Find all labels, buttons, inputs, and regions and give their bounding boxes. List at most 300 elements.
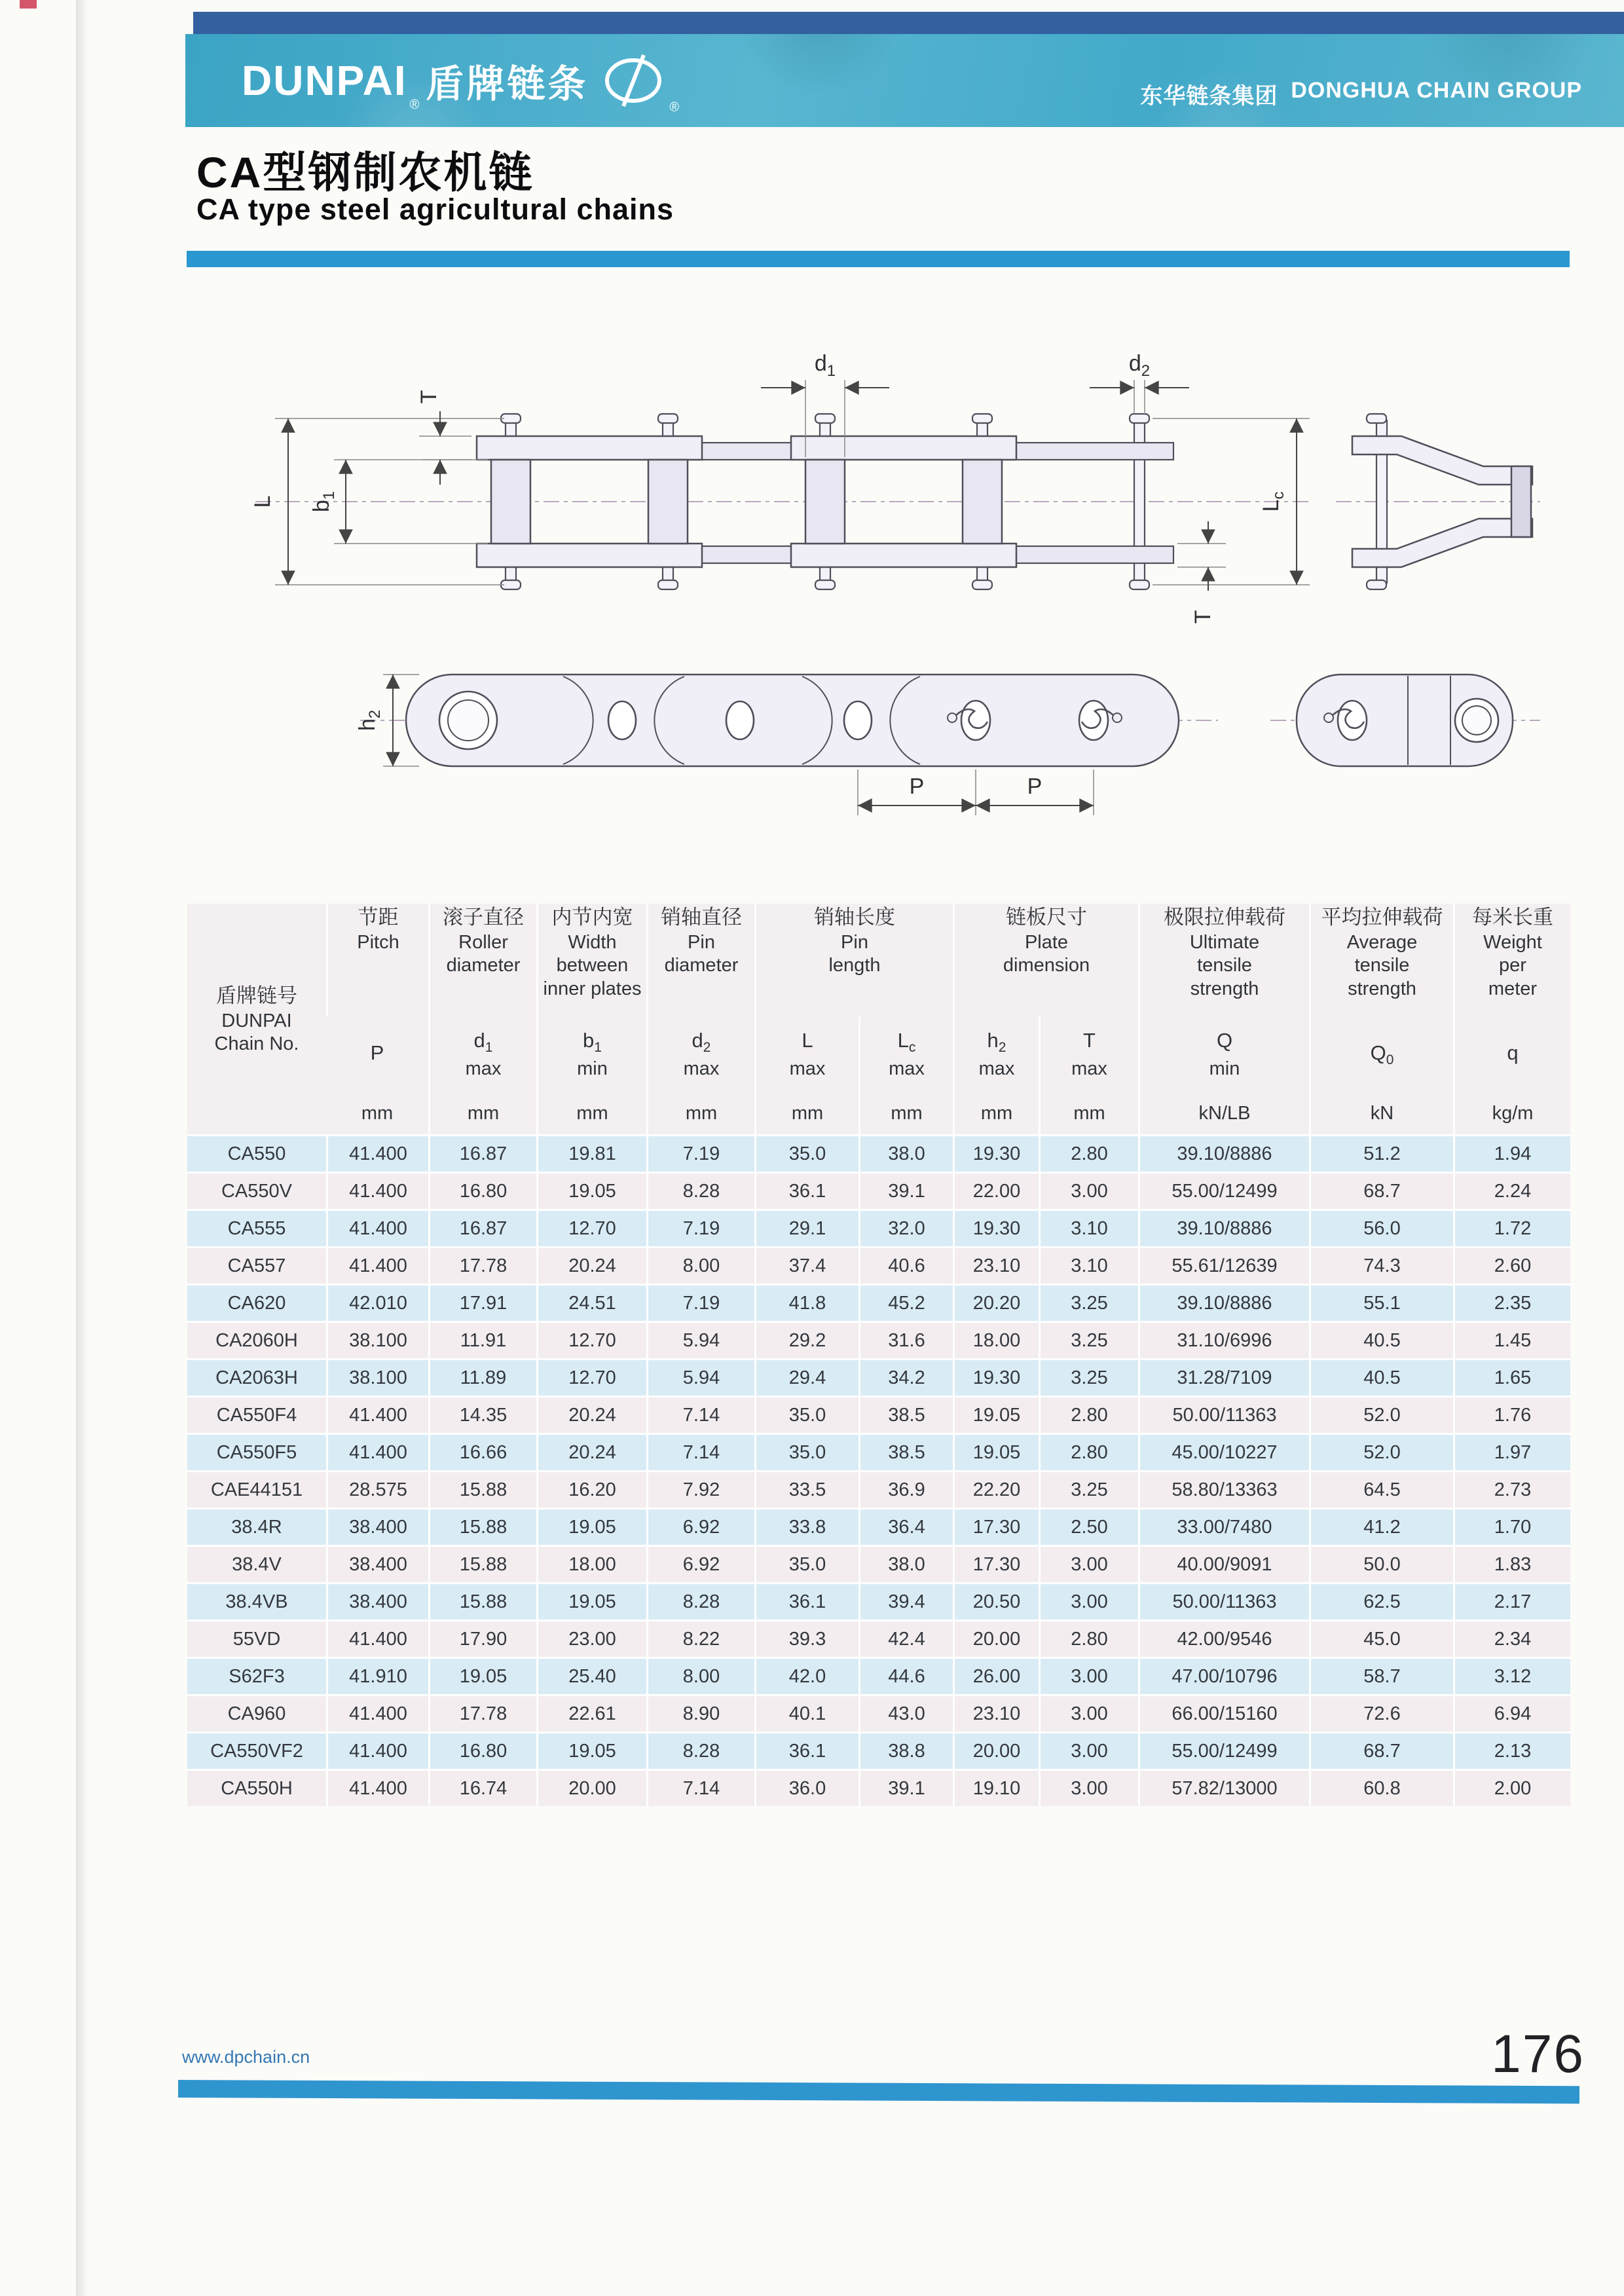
cell-l: 29.4	[754, 1358, 858, 1396]
col-header-width-inner-plates: 内节内宽 Width between inner plates	[536, 904, 646, 1016]
cell-q: 55.61/12639	[1138, 1246, 1309, 1284]
col-header-ultimate-tensile: 极限拉伸载荷 Ultimate tensile strength	[1138, 904, 1309, 1016]
chain-drawing-svg	[196, 282, 1545, 884]
unit-cell: mm	[953, 1092, 1039, 1134]
symbol-h2: $h_2$ max	[953, 1016, 1039, 1092]
cell-q0: 40.5	[1309, 1358, 1453, 1396]
cell-q0: 58.7	[1309, 1657, 1453, 1694]
cell-t: 3.25	[1039, 1284, 1138, 1321]
cell-kg: 2.60	[1453, 1246, 1570, 1284]
cell-p: 38.400	[326, 1508, 428, 1545]
cell-d2: 8.28	[646, 1582, 754, 1620]
cell-t: 3.00	[1039, 1172, 1138, 1209]
dim-label-P: P	[909, 774, 925, 799]
table-row	[187, 1396, 1570, 1433]
cell-l: 33.8	[754, 1508, 858, 1545]
cell-model: 55VD	[187, 1620, 326, 1657]
cell-q: 57.82/13000	[1138, 1769, 1309, 1806]
cell-lc: 36.9	[858, 1470, 953, 1508]
cell-kg: 3.12	[1453, 1657, 1570, 1694]
cell-l: 35.0	[754, 1545, 858, 1582]
cell-q: 55.00/12499	[1138, 1172, 1309, 1209]
cell-model: CA550F4	[187, 1396, 326, 1433]
technical-drawing	[196, 282, 1545, 884]
cell-p: 42.010	[326, 1284, 428, 1321]
cell-d2: 7.14	[646, 1769, 754, 1806]
cell-q: 66.00/15160	[1138, 1694, 1309, 1731]
dim-label-P: P	[1027, 774, 1043, 799]
cell-lc: 34.2	[858, 1358, 953, 1396]
cell-p: 38.100	[326, 1321, 428, 1358]
cell-p: 38.100	[326, 1358, 428, 1396]
cell-q: 33.00/7480	[1138, 1508, 1309, 1545]
cell-t: 3.00	[1039, 1545, 1138, 1582]
cell-h2: 26.00	[953, 1657, 1039, 1694]
table-row	[187, 1694, 1570, 1731]
logo-chinese-text: 盾牌链条	[426, 63, 589, 105]
cell-d1: 15.88	[428, 1582, 536, 1620]
cell-h2: 23.10	[953, 1246, 1039, 1284]
cell-d1: 19.05	[428, 1657, 536, 1694]
brand-logo	[242, 34, 679, 127]
cell-q: 55.00/12499	[1138, 1731, 1309, 1769]
page-title-cn: CA型钢制农机链	[196, 148, 534, 196]
dim-label-h2: $h_2$	[355, 709, 384, 731]
cell-model: S62F3	[187, 1657, 326, 1694]
cell-h2: 23.10	[953, 1694, 1039, 1731]
cell-d2: 8.00	[646, 1246, 754, 1284]
table-row	[187, 1470, 1570, 1508]
table-row	[187, 1582, 1570, 1620]
table-row	[187, 1284, 1570, 1321]
cell-b1: 12.70	[536, 1209, 646, 1246]
logo-dunpai-text: DUNPAI	[242, 57, 407, 104]
table-row	[187, 1731, 1570, 1769]
symbol-q-weight: q	[1453, 1016, 1570, 1092]
cell-lc: 38.5	[858, 1433, 953, 1470]
table-row	[187, 1246, 1570, 1284]
cell-q0: 60.8	[1309, 1769, 1453, 1806]
cell-d2: 7.19	[646, 1209, 754, 1246]
cell-b1: 19.05	[536, 1731, 646, 1769]
cell-d1: 17.91	[428, 1284, 536, 1321]
cell-t: 3.00	[1039, 1582, 1138, 1620]
cell-model: CA960	[187, 1694, 326, 1731]
dim-label-d1: $d_1$	[814, 351, 836, 380]
cell-d2: 6.92	[646, 1545, 754, 1582]
cell-b1: 12.70	[536, 1321, 646, 1358]
cell-l: 42.0	[754, 1657, 858, 1694]
cell-model: CA550F5	[187, 1433, 326, 1470]
cell-lc: 32.0	[858, 1209, 953, 1246]
symbol-row	[187, 1016, 1570, 1092]
cell-l: 29.2	[754, 1321, 858, 1358]
footer-url: www.dpchain.cn	[182, 2047, 310, 2067]
cell-d1: 17.78	[428, 1246, 536, 1284]
cell-model: CA2063H	[187, 1358, 326, 1396]
cell-d1: 11.89	[428, 1358, 536, 1396]
cell-q: 45.00/10227	[1138, 1433, 1309, 1470]
cell-b1: 18.00	[536, 1545, 646, 1582]
symbol-p: P	[326, 1016, 428, 1092]
cell-p: 41.400	[326, 1620, 428, 1657]
cell-kg: 1.65	[1453, 1358, 1570, 1396]
cell-lc: 44.6	[858, 1657, 953, 1694]
cell-lc: 39.4	[858, 1582, 953, 1620]
dim-label-T-bottom: T	[1190, 610, 1215, 624]
cell-model: CA550H	[187, 1769, 326, 1806]
cell-q: 42.00/9546	[1138, 1620, 1309, 1657]
cell-h2: 20.50	[953, 1582, 1039, 1620]
spec-table	[187, 904, 1570, 1806]
cell-p: 41.400	[326, 1769, 428, 1806]
cell-p: 28.575	[326, 1470, 428, 1508]
cell-kg: 6.94	[1453, 1694, 1570, 1731]
cell-h2: 17.30	[953, 1508, 1039, 1545]
cell-model: 38.4V	[187, 1545, 326, 1582]
cell-q0: 74.3	[1309, 1246, 1453, 1284]
cell-h2: 22.20	[953, 1470, 1039, 1508]
cell-p: 41.400	[326, 1134, 428, 1172]
col-header-average-tensile: 平均拉伸载荷 Average tensile strength	[1309, 904, 1453, 1016]
cell-model: CA550	[187, 1134, 326, 1172]
cell-l: 39.3	[754, 1620, 858, 1657]
unit-cell: mm	[536, 1092, 646, 1134]
cell-h2: 19.10	[953, 1769, 1039, 1806]
cell-q: 31.10/6996	[1138, 1321, 1309, 1358]
cell-model: 38.4VB	[187, 1582, 326, 1620]
cell-l: 36.0	[754, 1769, 858, 1806]
cell-model: CA550VF2	[187, 1731, 326, 1769]
cell-d2: 6.92	[646, 1508, 754, 1545]
cell-b1: 20.00	[536, 1769, 646, 1806]
cell-d1: 16.80	[428, 1172, 536, 1209]
cell-lc: 31.6	[858, 1321, 953, 1358]
scan-artifact	[20, 0, 37, 9]
cell-b1: 12.70	[536, 1358, 646, 1396]
cell-h2: 17.30	[953, 1545, 1039, 1582]
unit-cell: kN	[1309, 1092, 1453, 1134]
cell-l: 35.0	[754, 1433, 858, 1470]
header-banner	[185, 34, 1624, 127]
dim-label-Lc: $L_c$	[1259, 491, 1287, 512]
cell-d1: 15.88	[428, 1508, 536, 1545]
cell-h2: 18.00	[953, 1321, 1039, 1358]
cell-t: 3.25	[1039, 1321, 1138, 1358]
cell-l: 36.1	[754, 1582, 858, 1620]
cell-kg: 2.34	[1453, 1620, 1570, 1657]
group-name-en: DONGHUA CHAIN GROUP	[1291, 78, 1582, 103]
table-row	[187, 1172, 1570, 1209]
cell-d2: 7.19	[646, 1134, 754, 1172]
unit-cell: mm	[754, 1092, 858, 1134]
dim-label-L: L	[250, 495, 275, 508]
cell-d2: 7.14	[646, 1396, 754, 1433]
cell-h2: 22.00	[953, 1172, 1039, 1209]
cell-d2: 8.90	[646, 1694, 754, 1731]
registered-mark-icon: ®	[669, 100, 680, 115]
cell-p: 41.400	[326, 1433, 428, 1470]
dim-label-T-top: T	[416, 390, 441, 404]
cell-kg: 1.72	[1453, 1209, 1570, 1246]
cell-t: 3.10	[1039, 1246, 1138, 1284]
cell-b1: 20.24	[536, 1246, 646, 1284]
cell-t: 3.00	[1039, 1657, 1138, 1694]
cell-l: 29.1	[754, 1209, 858, 1246]
table-row	[187, 1209, 1570, 1246]
cell-l: 36.1	[754, 1172, 858, 1209]
cell-kg: 1.70	[1453, 1508, 1570, 1545]
cell-b1: 20.24	[536, 1396, 646, 1433]
col-header-plate-dimension: 链板尺寸 Plate dimension	[953, 904, 1138, 1016]
table-row	[187, 1545, 1570, 1582]
cell-lc: 38.0	[858, 1545, 953, 1582]
cell-lc: 40.6	[858, 1246, 953, 1284]
cell-p: 41.910	[326, 1657, 428, 1694]
cell-d2: 7.92	[646, 1470, 754, 1508]
cell-kg: 1.97	[1453, 1433, 1570, 1470]
cell-t: 2.50	[1039, 1508, 1138, 1545]
cell-l: 35.0	[754, 1134, 858, 1172]
footer-bar	[178, 2080, 1579, 2103]
cell-q0: 55.1	[1309, 1284, 1453, 1321]
cell-t: 3.25	[1039, 1358, 1138, 1396]
cell-d2: 7.19	[646, 1284, 754, 1321]
cell-b1: 19.05	[536, 1582, 646, 1620]
cell-p: 38.400	[326, 1545, 428, 1582]
cell-b1: 19.81	[536, 1134, 646, 1172]
header-top-stripe	[193, 12, 1624, 34]
symbol-l: L max	[754, 1016, 858, 1092]
cell-q0: 68.7	[1309, 1731, 1453, 1769]
cell-q: 47.00/10796	[1138, 1657, 1309, 1694]
symbol-d1: $d_1$ max	[428, 1016, 536, 1092]
cell-lc: 39.1	[858, 1172, 953, 1209]
cell-lc: 45.2	[858, 1284, 953, 1321]
cell-b1: 23.00	[536, 1620, 646, 1657]
symbol-q0: $Q_0$	[1309, 1016, 1453, 1092]
cell-model: 38.4R	[187, 1508, 326, 1545]
cell-kg: 1.45	[1453, 1321, 1570, 1358]
cell-model: CAE44151	[187, 1470, 326, 1508]
cell-b1: 25.40	[536, 1657, 646, 1694]
cell-q: 31.28/7109	[1138, 1358, 1309, 1396]
cell-kg: 2.00	[1453, 1769, 1570, 1806]
cell-q0: 56.0	[1309, 1209, 1453, 1246]
side-view	[250, 351, 1310, 623]
title-divider-bar	[187, 251, 1570, 267]
cell-d2: 8.28	[646, 1172, 754, 1209]
cell-kg: 1.94	[1453, 1134, 1570, 1172]
cell-p: 41.400	[326, 1246, 428, 1284]
col-header-pin-length: 销轴长度 Pin length	[754, 904, 953, 1016]
registered-mark-icon: ®	[409, 98, 420, 112]
cell-q: 40.00/9091	[1138, 1545, 1309, 1582]
cell-l: 37.4	[754, 1246, 858, 1284]
cell-h2: 20.20	[953, 1284, 1039, 1321]
cell-b1: 19.05	[536, 1508, 646, 1545]
cell-t: 3.00	[1039, 1769, 1138, 1806]
cell-t: 3.25	[1039, 1470, 1138, 1508]
cell-d1: 16.66	[428, 1433, 536, 1470]
cell-kg: 2.24	[1453, 1172, 1570, 1209]
unit-row	[187, 1092, 1570, 1134]
page-edge-shadow	[76, 0, 88, 2296]
cell-kg: 2.35	[1453, 1284, 1570, 1321]
cell-model: CA550V	[187, 1172, 326, 1209]
unit-cell: mm	[428, 1092, 536, 1134]
cell-kg: 1.83	[1453, 1545, 1570, 1582]
cell-l: 36.1	[754, 1731, 858, 1769]
cell-h2: 19.05	[953, 1433, 1039, 1470]
cell-model: CA620	[187, 1284, 326, 1321]
cell-lc: 38.0	[858, 1134, 953, 1172]
table-row	[187, 1358, 1570, 1396]
cell-q0: 52.0	[1309, 1396, 1453, 1433]
cell-p: 38.400	[326, 1582, 428, 1620]
cell-d1: 14.35	[428, 1396, 536, 1433]
cell-q0: 41.2	[1309, 1508, 1453, 1545]
cell-model: CA557	[187, 1246, 326, 1284]
cell-d2: 8.22	[646, 1620, 754, 1657]
group-name-cn: 东华链条集团	[1140, 84, 1278, 109]
cell-kg: 2.73	[1453, 1470, 1570, 1508]
col-header-pitch: 节距 Pitch	[326, 904, 428, 1016]
cell-q0: 72.6	[1309, 1694, 1453, 1731]
cell-h2: 19.05	[953, 1396, 1039, 1433]
col-header-roller-diameter: 滚子直径 Roller diameter	[428, 904, 536, 1016]
table-row	[187, 1321, 1570, 1358]
cell-d1: 16.74	[428, 1769, 536, 1806]
cell-t: 2.80	[1039, 1396, 1138, 1433]
group-name	[1140, 78, 1582, 110]
cell-d1: 11.91	[428, 1321, 536, 1358]
cell-d1: 15.88	[428, 1545, 536, 1582]
symbol-d2: $d_2$ max	[646, 1016, 754, 1092]
cell-h2: 19.30	[953, 1358, 1039, 1396]
cell-t: 2.80	[1039, 1134, 1138, 1172]
cell-d1: 17.78	[428, 1694, 536, 1731]
cell-q0: 62.5	[1309, 1582, 1453, 1620]
cell-q: 39.10/8886	[1138, 1284, 1309, 1321]
table-row	[187, 1620, 1570, 1657]
unit-cell: kN/LB	[1138, 1092, 1309, 1134]
unit-cell: mm	[858, 1092, 953, 1134]
cell-d1: 17.90	[428, 1620, 536, 1657]
unit-cell: mm	[646, 1092, 754, 1134]
cell-p: 41.400	[326, 1396, 428, 1433]
cell-d1: 16.80	[428, 1731, 536, 1769]
dim-label-d2: $d_2$	[1128, 351, 1151, 380]
cell-d2: 5.94	[646, 1321, 754, 1358]
unit-cell: mm	[1039, 1092, 1138, 1134]
cell-q0: 68.7	[1309, 1172, 1453, 1209]
dp-monogram-icon	[602, 54, 665, 107]
cell-b1: 19.05	[536, 1172, 646, 1209]
cell-h2: 19.30	[953, 1209, 1039, 1246]
col-header-weight-per-meter: 每米长重 Weight per meter	[1453, 904, 1570, 1016]
connecting-link-plan	[1270, 675, 1540, 766]
cell-d1: 15.88	[428, 1470, 536, 1508]
table-row	[187, 1508, 1570, 1545]
cell-lc: 43.0	[858, 1694, 953, 1731]
cell-b1: 22.61	[536, 1694, 646, 1731]
cell-lc: 38.5	[858, 1396, 953, 1433]
table-row	[187, 1657, 1570, 1694]
symbol-t: T max	[1039, 1016, 1138, 1092]
cell-l: 33.5	[754, 1470, 858, 1508]
cell-t: 2.80	[1039, 1433, 1138, 1470]
symbol-q: Q min	[1138, 1016, 1309, 1092]
connecting-link-side	[1336, 414, 1540, 589]
cell-d2: 8.28	[646, 1731, 754, 1769]
cell-q0: 51.2	[1309, 1134, 1453, 1172]
symbol-lc: $L_c$ max	[858, 1016, 953, 1092]
plan-view	[355, 675, 1218, 815]
cell-q: 50.00/11363	[1138, 1396, 1309, 1433]
cell-d2: 5.94	[646, 1358, 754, 1396]
cell-q0: 45.0	[1309, 1620, 1453, 1657]
cell-q: 39.10/8886	[1138, 1134, 1309, 1172]
cell-t: 3.00	[1039, 1731, 1138, 1769]
cell-p: 41.400	[326, 1172, 428, 1209]
cell-h2: 20.00	[953, 1731, 1039, 1769]
cell-l: 35.0	[754, 1396, 858, 1433]
cell-t: 3.00	[1039, 1694, 1138, 1731]
cell-h2: 20.00	[953, 1620, 1039, 1657]
table-row	[187, 1134, 1570, 1172]
cell-model: CA2060H	[187, 1321, 326, 1358]
dim-label-b1: $b_1$	[309, 491, 338, 513]
cell-lc: 36.4	[858, 1508, 953, 1545]
col-header-pin-diameter: 销轴直径 Pin diameter	[646, 904, 754, 1016]
cell-model: CA555	[187, 1209, 326, 1246]
page-number: 176	[1491, 2024, 1585, 2084]
table-body	[187, 1134, 1570, 1806]
spec-table-container	[187, 904, 1570, 1806]
cell-lc: 38.8	[858, 1731, 953, 1769]
cell-p: 41.400	[326, 1694, 428, 1731]
cell-kg: 2.13	[1453, 1731, 1570, 1769]
cell-b1: 20.24	[536, 1433, 646, 1470]
cell-h2: 19.30	[953, 1134, 1039, 1172]
cell-q: 58.80/13363	[1138, 1470, 1309, 1508]
table-row	[187, 1769, 1570, 1806]
cell-kg: 2.17	[1453, 1582, 1570, 1620]
page-title-en: CA type steel agricultural chains	[196, 193, 674, 226]
cell-kg: 1.76	[1453, 1396, 1570, 1433]
cell-d1: 16.87	[428, 1209, 536, 1246]
cell-lc: 39.1	[858, 1769, 953, 1806]
cell-q0: 64.5	[1309, 1470, 1453, 1508]
cell-t: 3.10	[1039, 1209, 1138, 1246]
unit-cell: kg/m	[1453, 1092, 1570, 1134]
cell-q0: 50.0	[1309, 1545, 1453, 1582]
cell-d1: 16.87	[428, 1134, 536, 1172]
cell-q0: 40.5	[1309, 1321, 1453, 1358]
col-header-chain-no: 盾牌链号 DUNPAI Chain No.	[187, 904, 326, 1134]
cell-q: 39.10/8886	[1138, 1209, 1309, 1246]
cell-b1: 24.51	[536, 1284, 646, 1321]
cell-l: 41.8	[754, 1284, 858, 1321]
unit-cell: mm	[326, 1092, 428, 1134]
symbol-b1: $b_1$ min	[536, 1016, 646, 1092]
cell-t: 2.80	[1039, 1620, 1138, 1657]
table-header	[187, 904, 1570, 1134]
cell-b1: 16.20	[536, 1470, 646, 1508]
cell-d2: 7.14	[646, 1433, 754, 1470]
cell-q: 50.00/11363	[1138, 1582, 1309, 1620]
